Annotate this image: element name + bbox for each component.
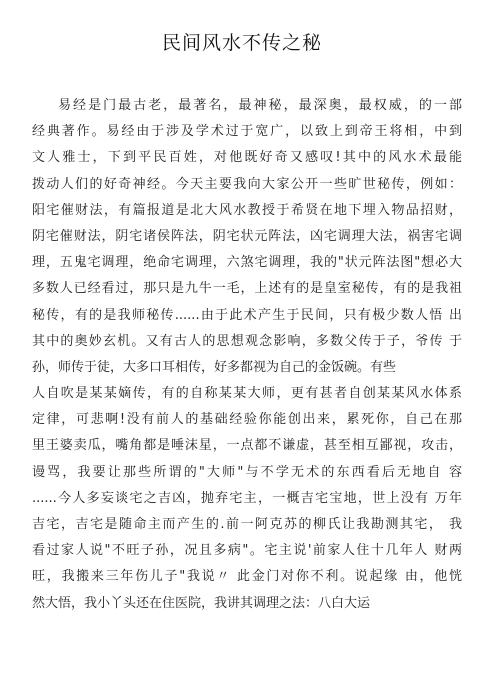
- paragraph-line: 秘传，有的是我师秘传......由于此术产生于民间，只有极少数人悟 出: [32, 307, 462, 323]
- paragraph-line: 多数人已经看过，那只是九牛一毛，上述有的是皇室秘传，有的是我祖: [32, 281, 462, 297]
- paragraph-line: 人自吹是某某嫡传，有的自称某某大师，更有甚者自创某某风水体系: [32, 386, 462, 402]
- paragraph-line: 看过家人说"不旺子孙，况且多病"。宅主说'前家人住十几年人 财两: [32, 543, 462, 559]
- paragraph-line: 经典著作。易经由于涉及学术过于宽广，以致上到帝王将相，中到: [32, 124, 462, 140]
- paragraph-line: 里王婆卖瓜，嘴角都是唾沫星，一点都不谦虚，甚至相互鄙视，攻击，: [32, 438, 462, 454]
- paragraph-line: 然大悟，我小丫头还在住医院，我讲其调理之法：八白大运: [32, 595, 371, 611]
- paragraph-line: 吉宅，吉宅是随命主而产生的.前一阿克苏的柳氏让我勘测其宅， 我: [32, 517, 462, 532]
- paragraph-line: 理，五鬼宅调理，绝命宅调理，六煞宅调理，我的"状元阵法图"想必大: [32, 255, 462, 271]
- paragraph-line: 定律，可悲啊!没有前人的基础经验你能创出来，累死你，自己在那: [32, 412, 462, 428]
- paragraph-line: 旺，我搬来三年伤儿子"我说〃 此金门对你不利。说起缘 由，他恍: [32, 569, 462, 585]
- paragraph-line: 孙，师传于徒，大多口耳相传，好多都视为自己的金饭碗。有些: [32, 359, 397, 375]
- paragraph-line: 其中的奥妙玄机。又有古人的思想观念影响，多数父传于子，爷传 于: [32, 333, 462, 349]
- paragraph-line: 谩骂，我要让那些所谓的"大师"与不学无术的东西看后无地自 容: [32, 464, 462, 480]
- document-title: 民间风水不传之秘: [161, 32, 322, 54]
- paragraph-line: 易经是门最古老，最著名，最神秘，最深奥，最权威，的一部: [58, 98, 462, 113]
- paragraph-line: ......今人多妄谈宅之吉凶，抛弃宅主，一概吉宅宝地，世上没有 万年: [32, 490, 462, 506]
- paragraph-line: 文人雅士，下到平民百姓，对他既好奇又感叹!其中的风水术最能: [32, 150, 462, 166]
- document-body: [32, 93, 462, 617]
- paragraph-line: 阴宅催财法，阴宅诸侯阵法，阴宅状元阵法，凶宅调理大法，祸害宅调: [32, 228, 462, 244]
- paragraph-line: 阳宅催财法，有篇报道是北大风水教授于希贤在地下埋入物品招财，: [32, 202, 462, 218]
- paragraph-line: 拨动人们的好奇神经。今天主要我向大家公开一些旷世秘传，例如：: [32, 176, 462, 192]
